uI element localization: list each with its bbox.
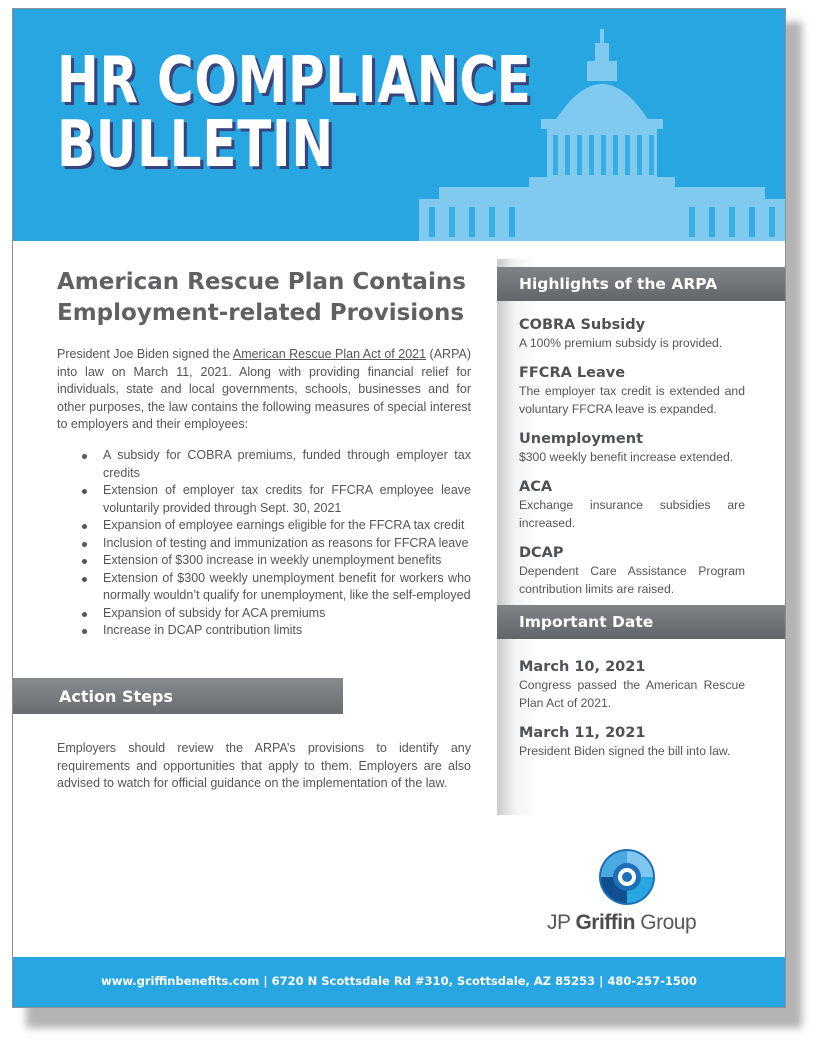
date-item: [519, 657, 745, 712]
sidebar: [497, 259, 785, 815]
footer-contact: www.griffinbenefits.com | 6720 N Scottsdale Rd #310, Scottsdale, AZ 85253 | 480-257-1500: [101, 974, 697, 988]
highlight-item: [519, 429, 745, 467]
list-item-text: A subsidy for COBRA premiums, funded through employer tax credits: [103, 448, 471, 480]
bulletin-title: [57, 44, 532, 182]
bullet-icon: [82, 454, 87, 459]
list-item-text: Extension of $300 increase in weekly unemployment benefits: [103, 553, 442, 567]
list-item: [73, 535, 471, 553]
highlight-text: $300 weekly benefit increase extended.: [519, 450, 734, 464]
intro-prefix: President Joe Biden signed the: [57, 347, 233, 361]
list-item-text: Extension of employer tax credits for FFCRA employee leave voluntarily provided through Sept. 30, 2021: [103, 483, 471, 515]
list-item-text: Inclusion of testing and immunization as reasons for FFCRA leave: [103, 535, 469, 550]
important-date-title: Important Date: [519, 613, 654, 631]
logo-prefix: JP: [547, 911, 576, 934]
bullet-icon: [82, 524, 87, 529]
list-item: [73, 482, 471, 517]
highlight-title: Unemployment: [519, 431, 644, 447]
important-date-header: [497, 605, 785, 639]
article-title: American Rescue Plan Contains Employment-related Provisions: [57, 269, 466, 326]
date-item: [519, 723, 745, 761]
arpa-link[interactable]: American Rescue Plan Act of 2021: [232, 347, 427, 361]
bullet-icon: [82, 542, 87, 547]
header-banner: [13, 9, 785, 241]
list-item-text: Expansion of employee earnings eligible for the FFCRA tax credit: [103, 518, 465, 532]
highlight-text: Dependent Care Assistance Program contribution limits are raised.: [519, 564, 745, 596]
highlight-item: [519, 543, 745, 598]
list-item-text: Expansion of subsidy for ACA premiums: [103, 605, 326, 620]
bulletin-page: [12, 8, 786, 1008]
company-logo-text: [547, 911, 707, 935]
bullet-icon: [82, 612, 87, 617]
footer-bar: [13, 957, 785, 1007]
date-title: March 10, 2021: [519, 659, 646, 675]
article-intro: [57, 346, 471, 434]
list-item: [73, 605, 471, 623]
bulletin-title-line1: HR COMPLIANCE: [57, 44, 532, 118]
action-steps-header: [13, 678, 343, 714]
intro-suffix: (ARPA) into law on March 11, 2021. Along with providing financial relief for individuals, state and local governments, schools, businesses and for other purposes, the law contains the following measures of special interest to employers and their employees:: [57, 347, 471, 431]
highlight-title: COBRA Subsidy: [519, 317, 646, 333]
list-item: [73, 622, 471, 640]
provisions-list: [73, 447, 471, 640]
highlight-title: FFCRA Leave: [519, 365, 626, 381]
highlight-text: Exchange insurance subsidies are increased.: [519, 498, 745, 530]
highlight-item: [519, 315, 745, 353]
highlight-item: [519, 477, 745, 532]
bullet-icon: [82, 629, 87, 634]
highlights-title: Highlights of the ARPA: [519, 275, 718, 293]
date-text: President Biden signed the bill into law.: [519, 744, 731, 758]
date-text: Congress passed the American Rescue Plan Act of 2021.: [519, 678, 745, 710]
logo-bold: Griffin: [575, 911, 635, 934]
list-item: [73, 447, 471, 482]
list-item: [73, 570, 471, 605]
highlight-title: ACA: [519, 479, 553, 495]
list-item: [73, 552, 471, 570]
logo-suffix: Group: [634, 911, 697, 934]
highlight-title: DCAP: [519, 545, 564, 561]
action-steps-title: Action Steps: [59, 687, 173, 706]
highlights-header: [497, 267, 785, 301]
bullet-icon: [82, 489, 87, 494]
highlight-text: A 100% premium subsidy is provided.: [519, 336, 723, 350]
date-title: March 11, 2021: [519, 725, 646, 741]
bulletin-title-line2: BULLETIN: [57, 108, 334, 182]
action-steps-text: Employers should review the ARPA’s provisions to identify any requirements and opportunities that apply to them. Employers are also advised to watch for official guidance on the implementation of the law.: [57, 741, 471, 790]
list-item-text: Extension of $300 weekly unemployment benefit for workers who normally wouldn’t qualify for unemployment, like the self-employed: [103, 570, 471, 602]
swirl-logo-icon: [597, 847, 657, 907]
list-item-text: Increase in DCAP contribution limits: [103, 623, 303, 637]
list-item: [73, 517, 471, 535]
bullet-icon: [82, 559, 87, 564]
highlight-item: [519, 363, 745, 418]
bullet-icon: [82, 577, 87, 582]
highlight-text: The employer tax credit is extended and voluntary FFCRA leave is expanded.: [519, 384, 745, 416]
